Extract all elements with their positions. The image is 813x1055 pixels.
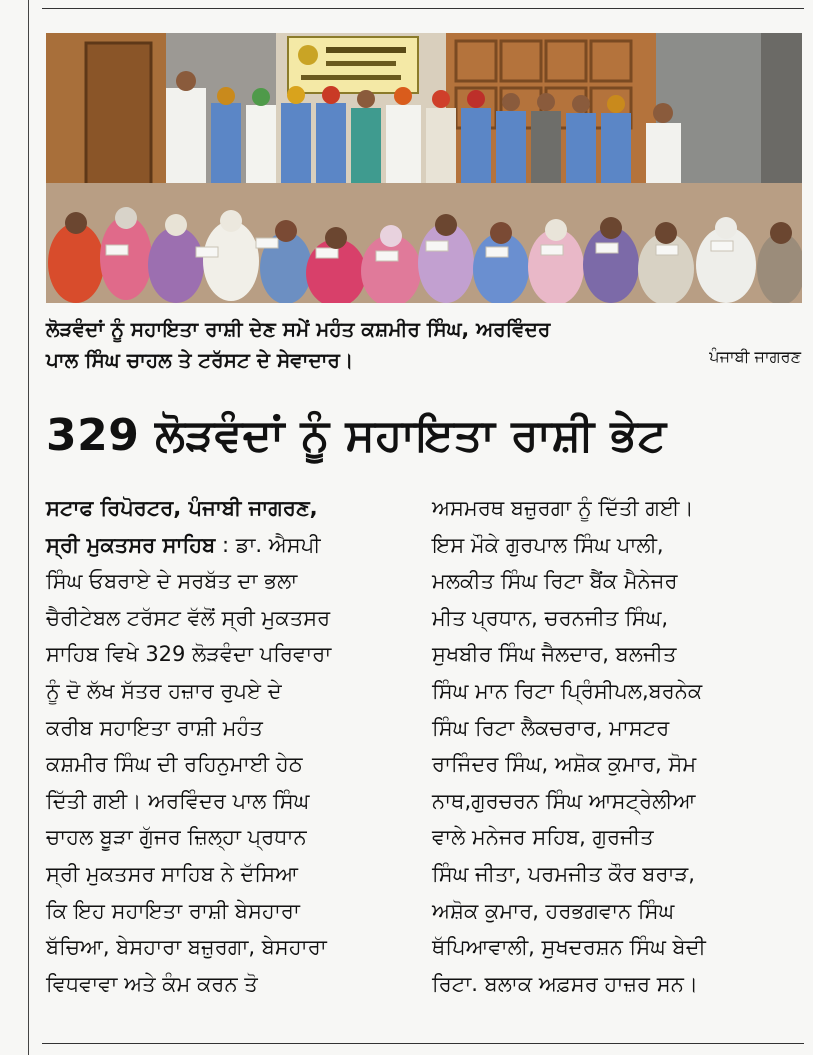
article-line: ਸਿੰਘ ਮਾਨ ਰਿਟਾ ਪ੍ਰਿੰਸੀਪਲ,ਬਰਨੇਕ — [432, 678, 703, 703]
article-line: ਚੈਰੀਟੇਬਲ ਟਰੱਸਟ ਵੱਲੋਂ ਸ੍ਰੀ ਮੁਕਤਸਰ — [46, 605, 331, 630]
article-line: ਨਾਥ,ਗੁਰਚਰਨ ਸਿੰਘ ਆਸਟ੍ਰੇਲੀਆ — [432, 788, 696, 813]
news-photo — [46, 33, 802, 303]
article-line: ਰਾਜਿੰਦਰ ਸਿੰਘ, ਅਸ਼ੋਕ ਕੁਮਾਰ, ਸੋਮ — [432, 752, 697, 777]
article-line: ਕਸ਼ਮੀਰ ਸਿੰਘ ਦੀ ਰਹਿਨੁਮਾਈ ਹੇਠ — [46, 752, 303, 777]
article-line: ਕਰੀਬ ਸਹਾਇਤਾ ਰਾਸ਼ੀ ਮਹੰਤ — [46, 715, 263, 740]
column-rule-left — [28, 0, 29, 1055]
article-line: ਬੱਚਿਆ, ਬੇਸਹਾਰਾ ਬਜ਼ੁਰਗਾ, ਬੇਸਹਾਰਾ — [46, 935, 327, 960]
article-line: ਨੂੰ ਦੋ ਲੱਖ ਸੱਤਰ ਹਜ਼ਾਰ ਰੁਪਏ ਦੇ — [46, 678, 282, 703]
dateline: ਸਟਾਫ ਰਿਪੋਰਟਰ, ਪੰਜਾਬੀ ਜਾਗਰਣ, — [46, 496, 318, 520]
article-line: ਰਿਟਾ. ਬਲਾਕ ਅਫ਼ਸਰ ਹਾਜ਼ਰ ਸਨ। — [432, 971, 698, 996]
article-line: ਵਿਧਵਾਵਾ ਅਤੇ ਕੰਮ ਕਰਨ ਤੋ — [46, 971, 258, 996]
headline: 329 ਲੋੜਵੰਦਾਂ ਨੂੰ ਸਹਾਇਤਾ ਰਾਸ਼ੀ ਭੇਟ — [46, 410, 667, 461]
bottom-rule — [42, 1043, 804, 1044]
photo-credit: ਪੰਜਾਬੀ ਜਾਗਰਣ — [709, 347, 801, 366]
article-column-right — [432, 490, 808, 1002]
caption-line: ਪਾਲ ਸਿੰਘ ਚਾਹਲ ਤੇ ਟਰੱਸਟ ਦੇ ਸੇਵਾਦਾਰ। — [46, 348, 354, 372]
article-line: ਵਾਲੇ ਮਨੇਜਰ ਸਹਿਬ, ਗੁਰਜੀਤ — [432, 825, 654, 850]
article-line: ਕਿ ਇਹ ਸਹਾਇਤਾ ਰਾਸ਼ੀ ਬੇਸਹਾਰਾ — [46, 898, 300, 923]
article-line: ਸਿੰਘ ਰਿਟਾ ਲੈਕਚਰਾਰ, ਮਾਸਟਰ — [432, 715, 670, 740]
top-rule — [42, 8, 804, 9]
article-text: : ਡਾ. ਐਸਪੀ — [215, 532, 321, 557]
dateline-place: ਸ੍ਰੀ ਮੁਕਤਸਰ ਸਾਹਿਬ — [46, 532, 216, 557]
article-column-left — [46, 490, 416, 1002]
article-line: ਸਿੰਘ ਜੀਤਾ, ਪਰਮਜੀਤ ਕੌਰ ਬਰਾੜ, — [432, 861, 695, 886]
article-line: ਦਿੱਤੀ ਗਈ। ਅਰਵਿੰਦਰ ਪਾਲ ਸਿੰਘ — [46, 788, 310, 813]
article-line: ਮੀਤ ਪ੍ਰਧਾਨ, ਚਰਨਜੀਤ ਸਿੰਘ, — [432, 605, 669, 630]
article-line: ਸਾਹਿਬ ਵਿਖੇ 329 ਲੋੜਵੰਦਾ ਪਰਿਵਾਰਾ — [46, 642, 332, 667]
article-line: ਇਸ ਮੌਕੇ ਗੁਰਪਾਲ ਸਿੰਘ ਪਾਲੀ, — [432, 532, 664, 557]
article-line: ਥੱਪਿਆਵਾਲੀ, ਸੁਖਦਰਸ਼ਨ ਸਿੰਘ ਬੇਦੀ — [432, 935, 706, 960]
article-line: ਅਸਮਰਥ ਬਜ਼ੁਰਗਾ ਨੂੰ ਦਿੱਤੀ ਗਈ। — [432, 496, 694, 520]
article-line: ਸਿੰਘ ਓਬਰਾਏ ਦੇ ਸਰਬੱਤ ਦਾ ਭਲਾ — [46, 569, 298, 594]
group-photo-illustration — [46, 33, 802, 303]
article-line: ਚਾਹਲ ਬੂੜਾ ਗੁੱਜਰ ਜ਼ਿਲ੍ਹਾ ਪ੍ਰਧਾਨ — [46, 825, 307, 850]
article-line: ਅਸ਼ੋਕ ਕੁਮਾਰ, ਹਰਭਗਵਾਨ ਸਿੰਘ — [432, 898, 675, 923]
article-line: ਮਲਕੀਤ ਸਿੰਘ ਰਿਟਾ ਬੈਂਕ ਮੈਨੇਜਰ — [432, 569, 678, 594]
caption-line: ਲੋੜਵੰਦਾਂ ਨੂੰ ਸਹਾਇਤਾ ਰਾਸ਼ੀ ਦੇਣ ਸਮੇਂ ਮਹੰਤ ਕਸ਼ਮੀਰ ਸਿੰਘ, ਅਰਵਿੰਦਰ — [46, 317, 551, 341]
photo-caption — [46, 314, 804, 376]
article-line: ਸ੍ਰੀ ਮੁਕਤਸਰ ਸਾਹਿਬ ਨੇ ਦੱਸਿਆ — [46, 861, 298, 886]
article-line — [46, 527, 416, 564]
article-line: ਸੁਖਬੀਰ ਸਿੰਘ ਜੈਲਦਾਰ, ਬਲਜੀਤ — [432, 642, 677, 667]
